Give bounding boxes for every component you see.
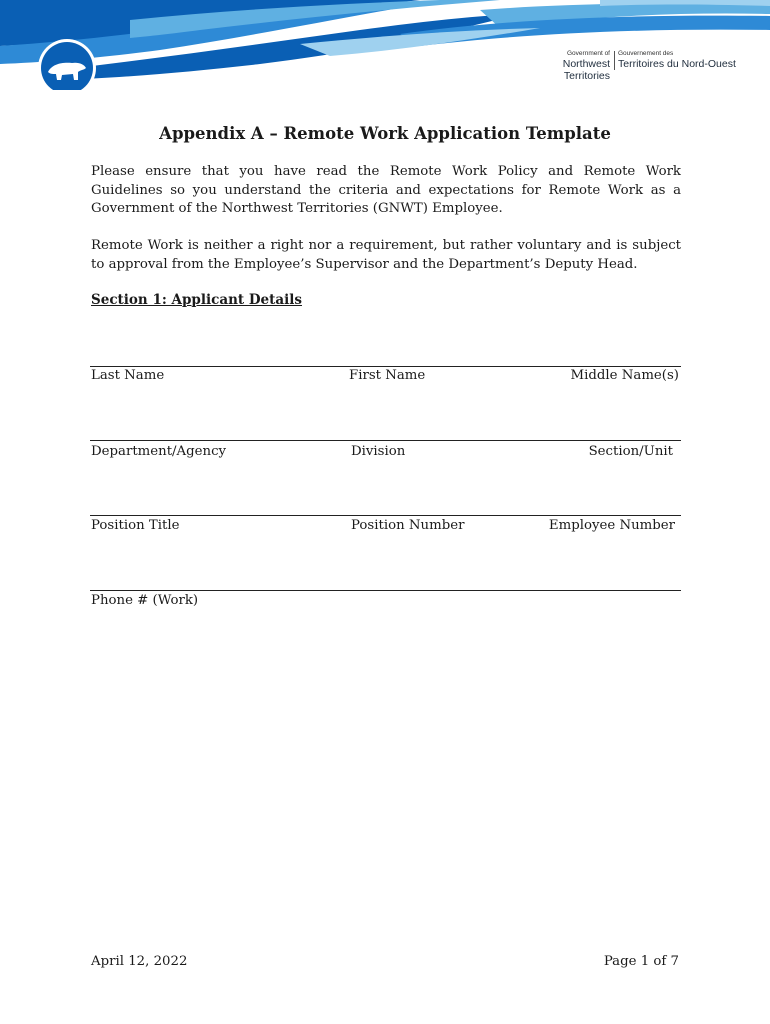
logo-en-small: Government of [567,50,610,57]
intro-paragraph: Please ensure that you have read the Remote Work Policy and Remote Work Guidelines so you understand the criteria and expectations for Remote Work as a Government of the Northwest Territories (GNWT) Employee. [91,164,681,216]
policy-paragraph: Remote Work is neither a right nor a requirement, but rather voluntary and is subject to approval from the Employee’s Supervisor and the Department’s Deputy Head. [91,238,681,272]
middle-name-label: Middle Name(s) [570,368,679,383]
position-title-label: Position Title [91,518,180,533]
department-fields-line[interactable] [90,440,681,441]
logo-divider [614,51,615,70]
department-label: Department/Agency [91,444,227,459]
footer-date: April 12, 2022 [91,954,188,969]
phone-field-line[interactable] [90,590,681,591]
name-fields-line[interactable] [90,366,681,367]
first-name-label: First Name [349,368,426,383]
logo-french [618,50,748,70]
section-unit-label: Section/Unit [588,444,673,459]
logo-fr-small: Gouvernement des [618,50,674,57]
division-label: Division [351,444,406,459]
section-heading: Section 1: Applicant Details [91,292,302,308]
header-banner [0,0,770,90]
position-number-label: Position Number [351,518,465,533]
position-fields-line[interactable] [90,515,681,516]
logo-en-big: Northwest Territories [562,58,610,82]
last-name-label: Last Name [91,368,165,383]
logo-english [514,50,610,82]
employee-number-label: Employee Number [548,518,675,533]
footer-page-number: Page 1 of 7 [603,954,679,969]
phone-work-label: Phone # (Work) [91,593,199,608]
document-title: Appendix A – Remote Work Application Template [159,124,611,143]
logo-fr-big: Territoires du Nord-Ouest [618,58,736,70]
